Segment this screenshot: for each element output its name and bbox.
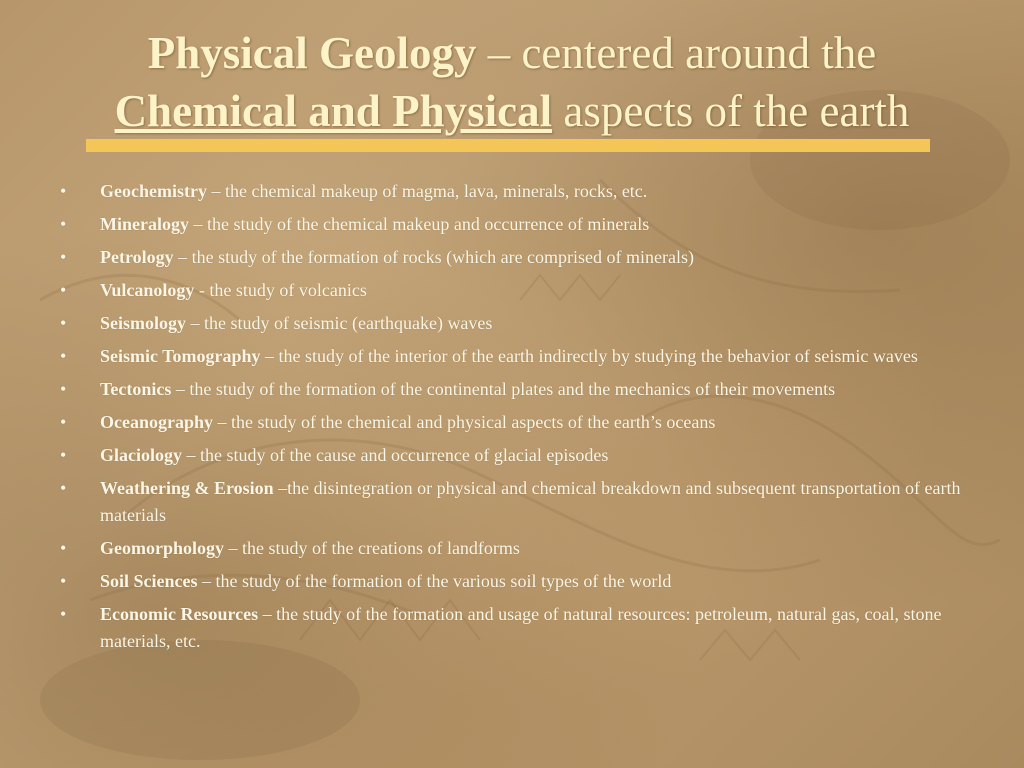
item-description: – the study of the chemical and physical aspects of the earth’s oceans — [213, 412, 716, 432]
bullet-icon: • — [60, 538, 67, 558]
list-item — [58, 409, 978, 436]
list-item — [58, 244, 978, 271]
list-item — [58, 601, 978, 655]
list-item — [58, 211, 978, 238]
item-term: Mineralogy — [100, 214, 189, 234]
list-item — [58, 178, 978, 205]
list-item — [58, 442, 978, 469]
list-item — [58, 310, 978, 337]
title-centered-around: – centered around the — [476, 28, 877, 78]
bullet-icon: • — [60, 445, 67, 465]
bullet-list — [58, 178, 978, 661]
item-description: – the study of the formation of rocks (which are comprised of minerals) — [173, 247, 695, 267]
item-term: Geochemistry — [100, 181, 207, 201]
bullet-icon: • — [60, 604, 67, 624]
title-aspects-of-earth: aspects of the earth — [552, 86, 910, 136]
bullet-icon: • — [60, 346, 67, 366]
item-description: – the study of the cause and occurrence of glacial episodes — [182, 445, 609, 465]
bullet-icon: • — [60, 247, 67, 267]
item-description: – the study of seismic (earthquake) waves — [186, 313, 493, 333]
item-description: – the study of the formation of the continental plates and the mechanics of their movements — [171, 379, 836, 399]
item-description: – the chemical makeup of magma, lava, minerals, rocks, etc. — [206, 181, 648, 201]
bullet-icon: • — [60, 571, 67, 591]
item-description: – the study of the chemical makeup and occurrence of minerals — [188, 214, 650, 234]
item-term: Oceanography — [100, 412, 214, 432]
title-physical-geology: Physical Geology — [147, 28, 477, 78]
bullet-icon: • — [60, 181, 67, 201]
item-term: Vulcanology — [100, 280, 195, 300]
item-term: Tectonics — [100, 379, 172, 399]
title-chemical-and-physical: Chemical and Physical — [114, 86, 553, 136]
item-term: Weathering & Erosion — [100, 478, 274, 498]
item-term: Seismic Tomography — [100, 346, 261, 366]
item-description: – the study of the creations of landforms — [224, 538, 520, 558]
item-term: Soil Sciences — [100, 571, 198, 591]
bullet-icon: • — [60, 313, 67, 333]
bullet-icon: • — [60, 280, 67, 300]
list-item — [58, 535, 978, 562]
item-description: – the study of the formation of the various soil types of the world — [197, 571, 672, 591]
item-description: – the study of the interior of the earth indirectly by studying the behavior of seismic waves — [260, 346, 918, 366]
item-description: –the disintegration or physical and chemical breakdown and subsequent transportation of earth materials — [100, 478, 961, 525]
item-term: Geomorphology — [100, 538, 224, 558]
item-description: – the study of the formation and usage of natural resources: petroleum, natural gas, coal, stone materials, etc. — [100, 604, 942, 651]
title-underline-bar — [86, 139, 930, 152]
slide-title — [20, 24, 1004, 140]
item-term: Seismology — [100, 313, 187, 333]
item-term: Economic Resources — [100, 604, 259, 624]
bullet-icon: • — [60, 478, 67, 498]
bullet-icon: • — [60, 214, 67, 234]
list-item — [58, 568, 978, 595]
bullet-icon: • — [60, 412, 67, 432]
item-description: - the study of volcanics — [194, 280, 367, 300]
list-item — [58, 343, 978, 370]
item-term: Glaciology — [100, 445, 182, 465]
list-item — [58, 475, 978, 529]
list-item — [58, 277, 978, 304]
item-term: Petrology — [100, 247, 174, 267]
bullet-icon: • — [60, 379, 67, 399]
list-item — [58, 376, 978, 403]
